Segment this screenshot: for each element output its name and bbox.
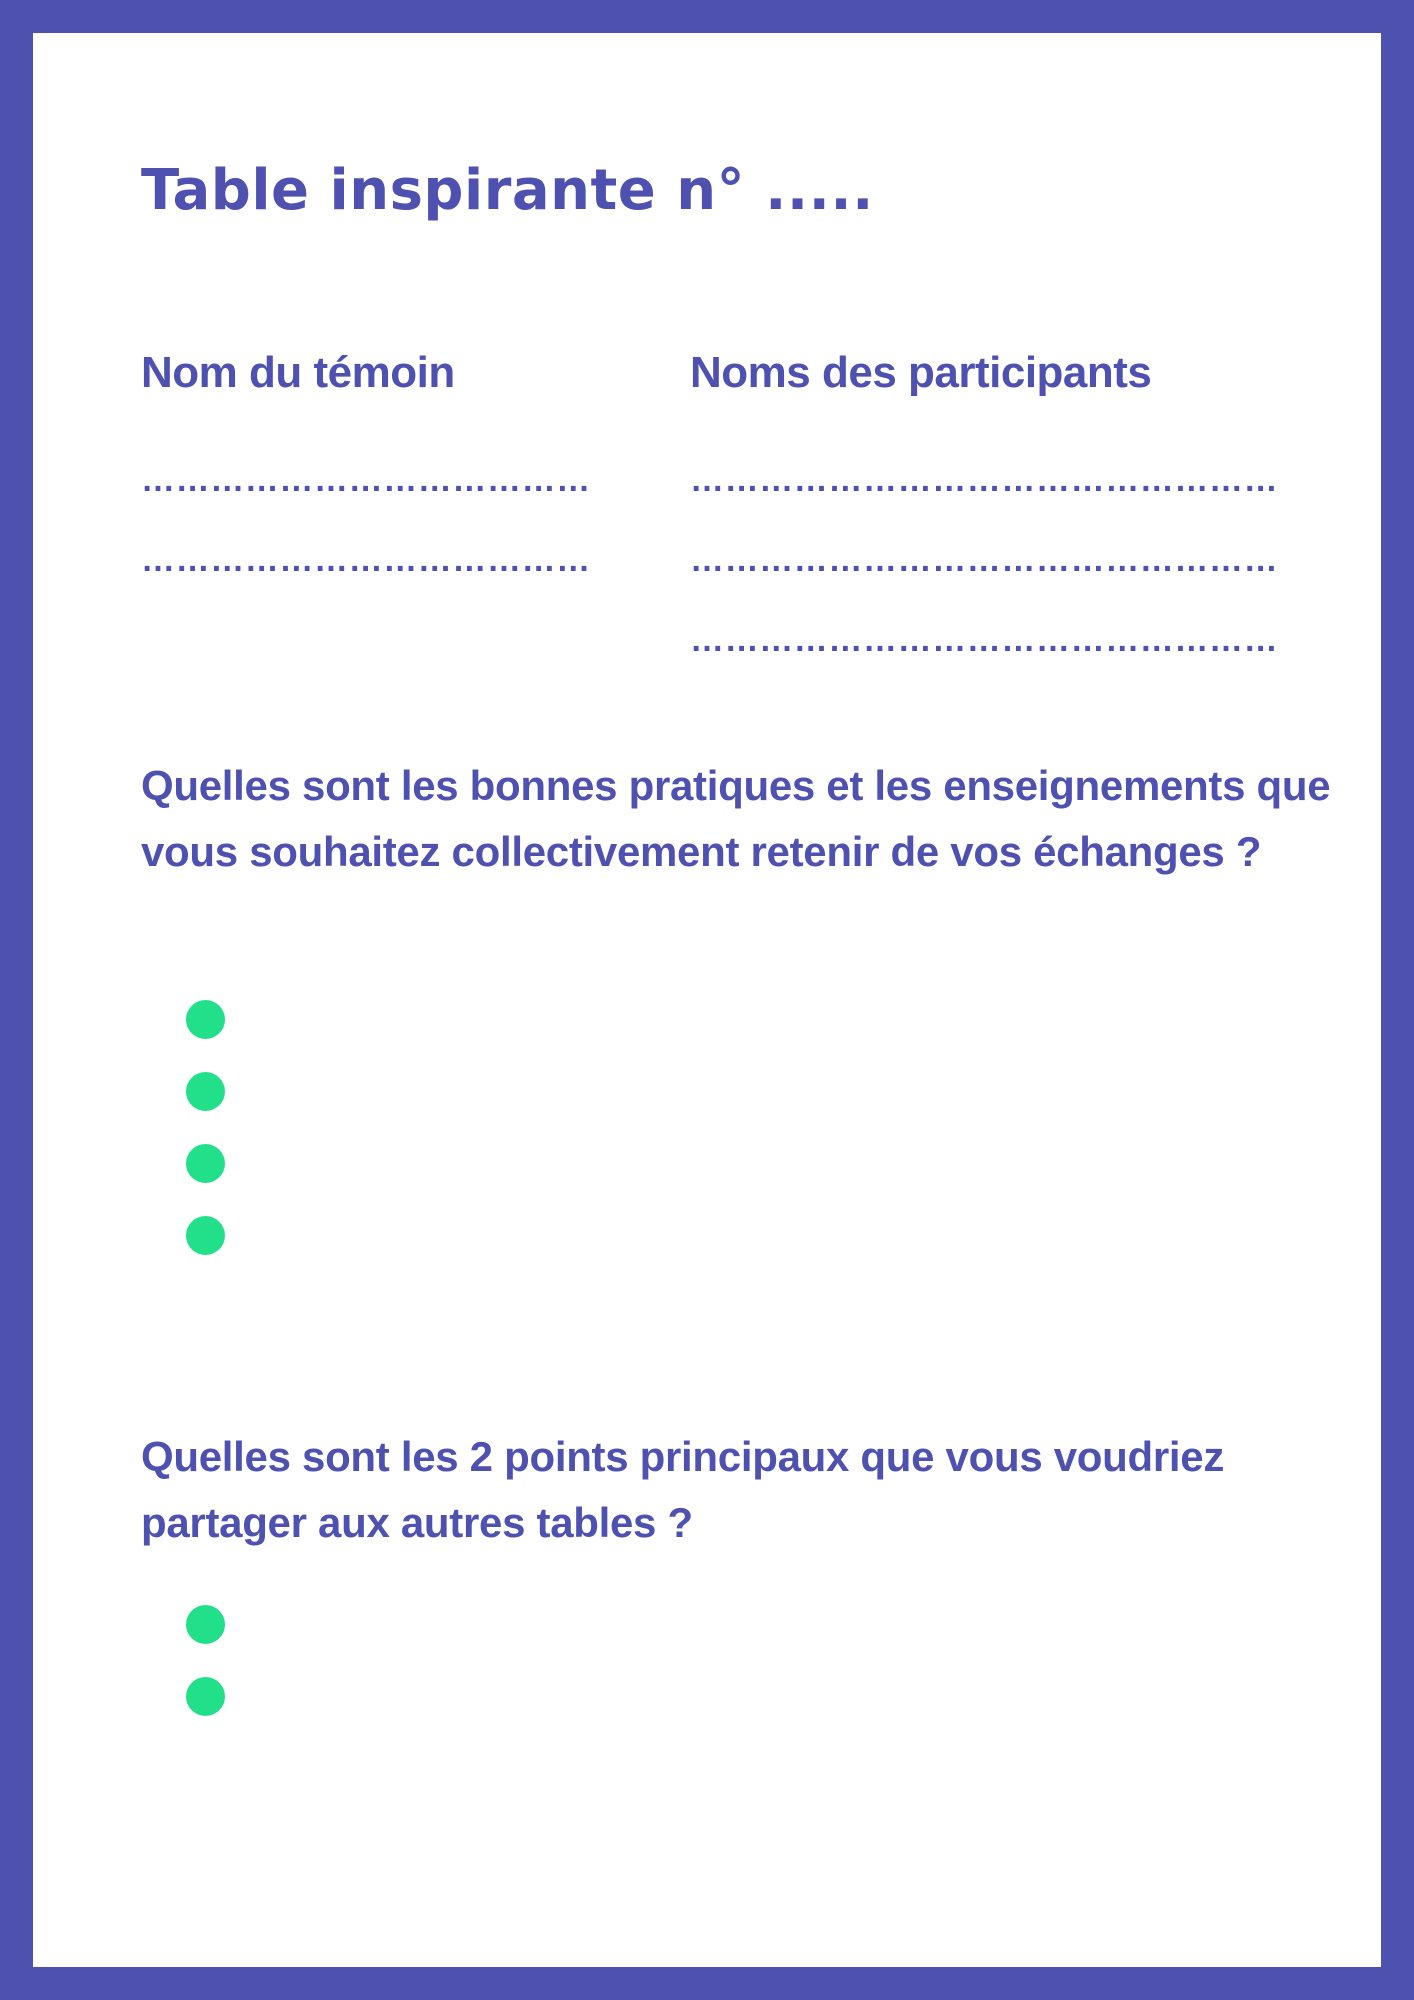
list-item [186, 1000, 226, 1072]
best-practices-bullet-list [186, 1000, 226, 1288]
question-main-points: Quelles sont les 2 points principaux que vous voudriez partager aux autres tables ? [141, 1433, 1225, 1546]
green-bullet-icon [186, 1605, 225, 1644]
question-best-practices: Quelles sont les bonnes pratiques et les enseignements que vous souhaitez collectivement retenir de vos échanges ? [141, 762, 1331, 875]
participant-line-2: …………………………………………… [690, 541, 1279, 579]
green-bullet-icon [186, 1144, 225, 1183]
list-item [186, 1144, 226, 1216]
page-title: Table inspirante n° ..... [141, 158, 874, 223]
list-item [186, 1605, 226, 1677]
list-item [186, 1216, 226, 1288]
witness-line-2: ………………………………… [141, 541, 591, 579]
participant-line-3: …………………………………………… [690, 621, 1279, 659]
green-bullet-icon [186, 1072, 225, 1111]
participants-heading: Noms des participants [690, 348, 1152, 397]
list-item [186, 1072, 226, 1144]
witness-line-1: ………………………………… [141, 461, 591, 499]
green-bullet-icon [186, 1677, 225, 1716]
main-points-bullet-list [186, 1605, 226, 1749]
witness-heading: Nom du témoin [141, 348, 455, 397]
participant-line-1: …………………………………………… [690, 461, 1279, 499]
green-bullet-icon [186, 1000, 225, 1039]
green-bullet-icon [186, 1216, 225, 1255]
list-item [186, 1677, 226, 1749]
